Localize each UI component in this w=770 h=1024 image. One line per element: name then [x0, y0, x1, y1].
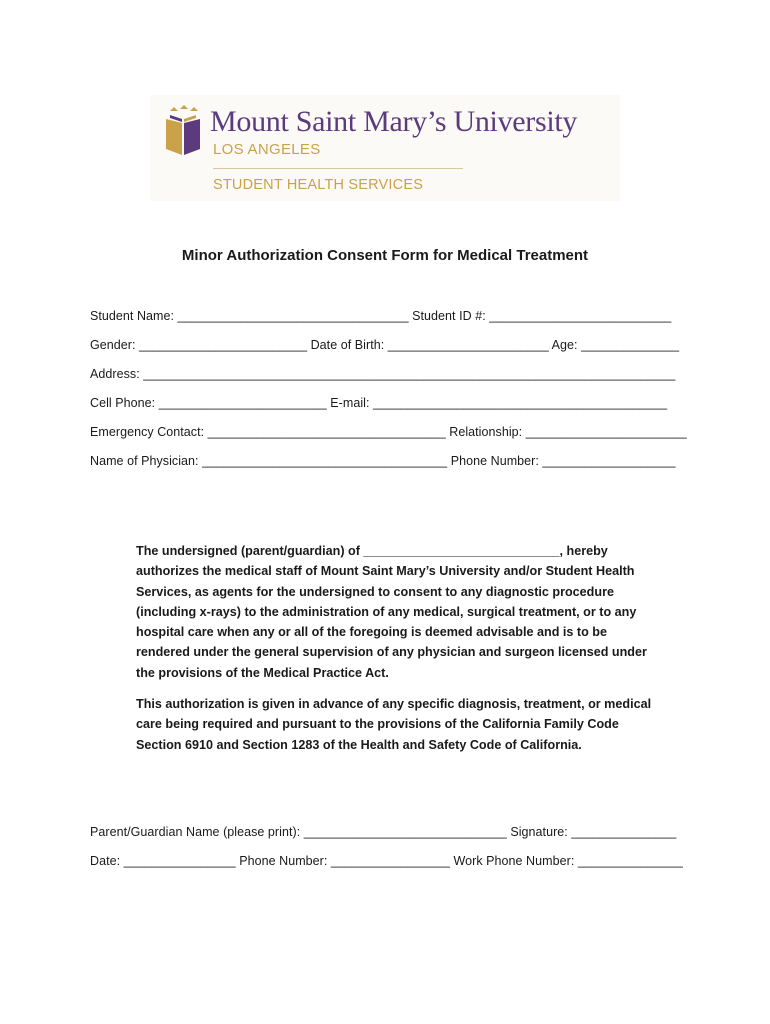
date-phone-line[interactable]: Date: ________________ Phone Number: _________________ Work Phone Number: _______________ — [90, 854, 683, 868]
emergency-contact-line[interactable]: Emergency Contact: __________________________________ Relationship: _______________________ — [90, 425, 687, 439]
cell-email-line[interactable]: Cell Phone: ________________________ E-mail: __________________________________________ — [90, 396, 668, 410]
authorization-paragraph: The undersigned (parent/guardian) of ____________________________, hereby authorizes the medical staff of Mount Saint Mary’s University and/or Student Health Services, as agents for the undersigned to consent to any diagnostic procedure (including x-rays) to the administration of any medical, surgical treatment, or to any hospital care when any or all of the foregoing is deemed advisable and is to be rendered under the general supervision of any physician and surgeon licensed under the provisions of the Medical Practice Act. — [136, 544, 647, 680]
form-title: Minor Authorization Consent Form for Medical Treatment — [181, 247, 589, 264]
logo-divider — [213, 168, 463, 169]
guardian-signature-line[interactable]: Parent/Guardian Name (please print): _____________________________ Signature: _______________ — [90, 825, 677, 839]
department-name: STUDENT HEALTH SERVICES — [213, 177, 424, 193]
gender-dob-age-line[interactable]: Gender: ________________________ Date of Birth: _______________________ Age: ______________ — [90, 338, 680, 352]
physician-line[interactable]: Name of Physician: ___________________________________ Phone Number: ___________________ — [90, 454, 676, 468]
address-line[interactable]: Address: ____________________________________________________________________________ — [90, 367, 676, 381]
open-book-icon — [164, 105, 202, 157]
university-logo — [150, 95, 620, 201]
student-name-line[interactable]: Student Name: _________________________________ Student ID #: __________________________ — [90, 309, 672, 323]
university-name: Mount Saint Mary’s University — [210, 105, 578, 138]
university-location: LOS ANGELES — [213, 141, 321, 158]
advance-authorization-paragraph: This authorization is given in advance of any specific diagnosis, treatment, or medical care being required and pursuant to the provisions of the California Family Code Section 6910 and Section 1283 of the Health and Safety Code of California. — [136, 697, 652, 752]
